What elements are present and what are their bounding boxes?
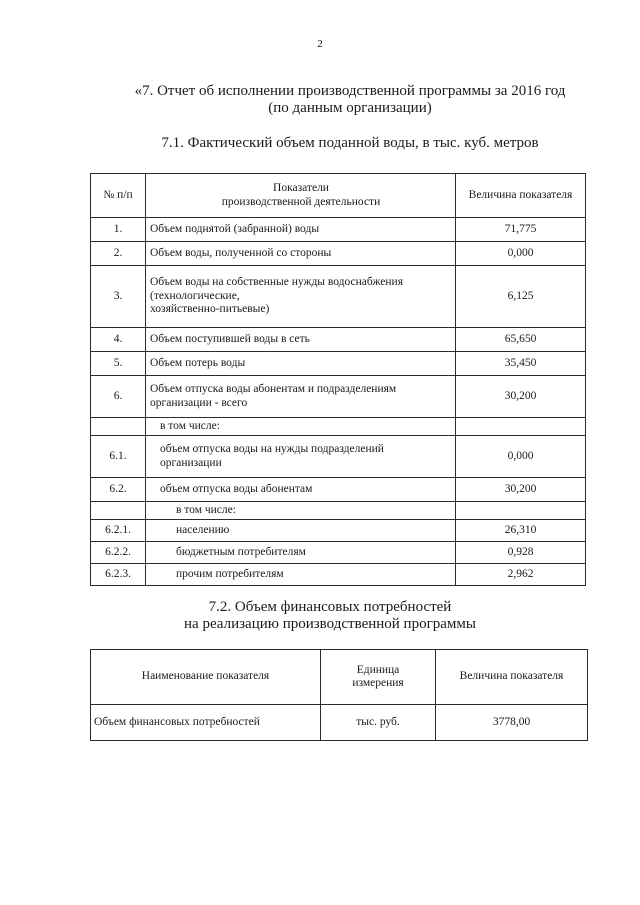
row-value: 3778,00 <box>436 705 588 741</box>
row-name: бюджетным потребителям <box>146 542 456 564</box>
row-name-line: (технологические, <box>150 289 240 302</box>
header-unit-line2: измерения <box>352 677 404 689</box>
table-row <box>91 328 586 352</box>
row-num: 6.2.2. <box>91 542 146 564</box>
row-name: объем отпуска воды абонентам <box>146 478 456 502</box>
row-name: Объем финансовых потребностей <box>91 705 321 741</box>
row-num: 1. <box>91 218 146 242</box>
row-name-line: Объем воды на собственные нужды водоснабжения <box>150 276 403 289</box>
row-value: 0,000 <box>456 242 586 266</box>
row-unit: тыс. руб. <box>321 705 436 741</box>
section-72-title-line1: 7.2. Объем финансовых потребностей <box>208 599 452 615</box>
header-unit <box>321 650 436 705</box>
row-num: 6.2.3. <box>91 564 146 586</box>
row-value <box>456 418 586 436</box>
header-value: Величина показателя <box>436 650 588 705</box>
header-unit-line1: Единица <box>356 663 400 676</box>
table-row <box>91 218 586 242</box>
table-row <box>91 502 586 520</box>
row-value: 2,962 <box>456 564 586 586</box>
table-row <box>91 564 586 586</box>
row-value: 6,125 <box>456 266 586 328</box>
row-num: 3. <box>91 266 146 328</box>
row-name: Объем поступившей воды в сеть <box>146 328 456 352</box>
table-row <box>91 478 586 502</box>
header-value: Величина показателя <box>456 174 586 218</box>
row-value <box>456 502 586 520</box>
row-num: 4. <box>91 328 146 352</box>
row-name-line: организации - всего <box>150 396 248 409</box>
table-row <box>91 242 586 266</box>
row-value: 30,200 <box>456 478 586 502</box>
row-num: 6. <box>91 376 146 418</box>
header-indicator-line1: Показатели <box>273 182 329 194</box>
row-name: прочим потребителям <box>146 564 456 586</box>
row-name: населению <box>146 520 456 542</box>
row-value: 35,450 <box>456 352 586 376</box>
row-name-line: организации <box>160 456 222 469</box>
row-value: 65,650 <box>456 328 586 352</box>
report-heading-line2: (по данным организации) <box>268 100 432 116</box>
financial-needs-table <box>90 649 588 741</box>
row-name-line: хозяйственно-питьевые) <box>150 303 270 316</box>
row-name-line: объем отпуска воды на нужды подразделений <box>160 443 384 455</box>
header-num: № п/п <box>91 174 146 218</box>
table-row <box>91 352 586 376</box>
table-row <box>91 436 586 478</box>
table-row <box>91 705 588 741</box>
row-num: 6.2.1. <box>91 520 146 542</box>
table-row <box>91 418 586 436</box>
row-value: 30,200 <box>456 376 586 418</box>
table-header-row <box>91 650 588 705</box>
row-name <box>146 436 456 478</box>
row-value: 71,775 <box>456 218 586 242</box>
header-indicator <box>146 174 456 218</box>
table-row <box>91 542 586 564</box>
row-num: 6.1. <box>91 436 146 478</box>
table-row <box>91 520 586 542</box>
table-header-row <box>91 174 586 218</box>
section-71-title: 7.1. Фактический объем поданной воды, в тыс. куб. метров <box>161 135 539 151</box>
page-number: 2 <box>317 38 323 50</box>
row-name: Объем потерь воды <box>146 352 456 376</box>
row-num: 5. <box>91 352 146 376</box>
row-value: 0,928 <box>456 542 586 564</box>
report-heading-line1: «7. Отчет об исполнении производственной программы за 2016 год <box>134 83 566 99</box>
water-volume-table <box>90 173 586 586</box>
row-num: 6.2. <box>91 478 146 502</box>
table-row <box>91 376 586 418</box>
row-num: 2. <box>91 242 146 266</box>
table-row <box>91 266 586 328</box>
row-name <box>146 266 456 328</box>
row-name-line: Объем отпуска воды абонентам и подразделениям <box>150 383 397 395</box>
row-name: Объем воды, полученной со стороны <box>146 242 456 266</box>
section-72-title <box>40 599 620 633</box>
section-72-title-line2: на реализацию производственной программы <box>184 616 476 632</box>
row-value: 0,000 <box>456 436 586 478</box>
header-indicator-name: Наименование показателя <box>91 650 321 705</box>
row-num <box>91 502 146 520</box>
header-indicator-line2: производственной деятельности <box>221 195 381 208</box>
row-name: в том числе: <box>146 418 456 436</box>
row-name <box>146 376 456 418</box>
row-value: 26,310 <box>456 520 586 542</box>
row-name: Объем поднятой (забранной) воды <box>146 218 456 242</box>
report-heading <box>60 83 640 117</box>
row-num <box>91 418 146 436</box>
row-name: в том числе: <box>146 502 456 520</box>
